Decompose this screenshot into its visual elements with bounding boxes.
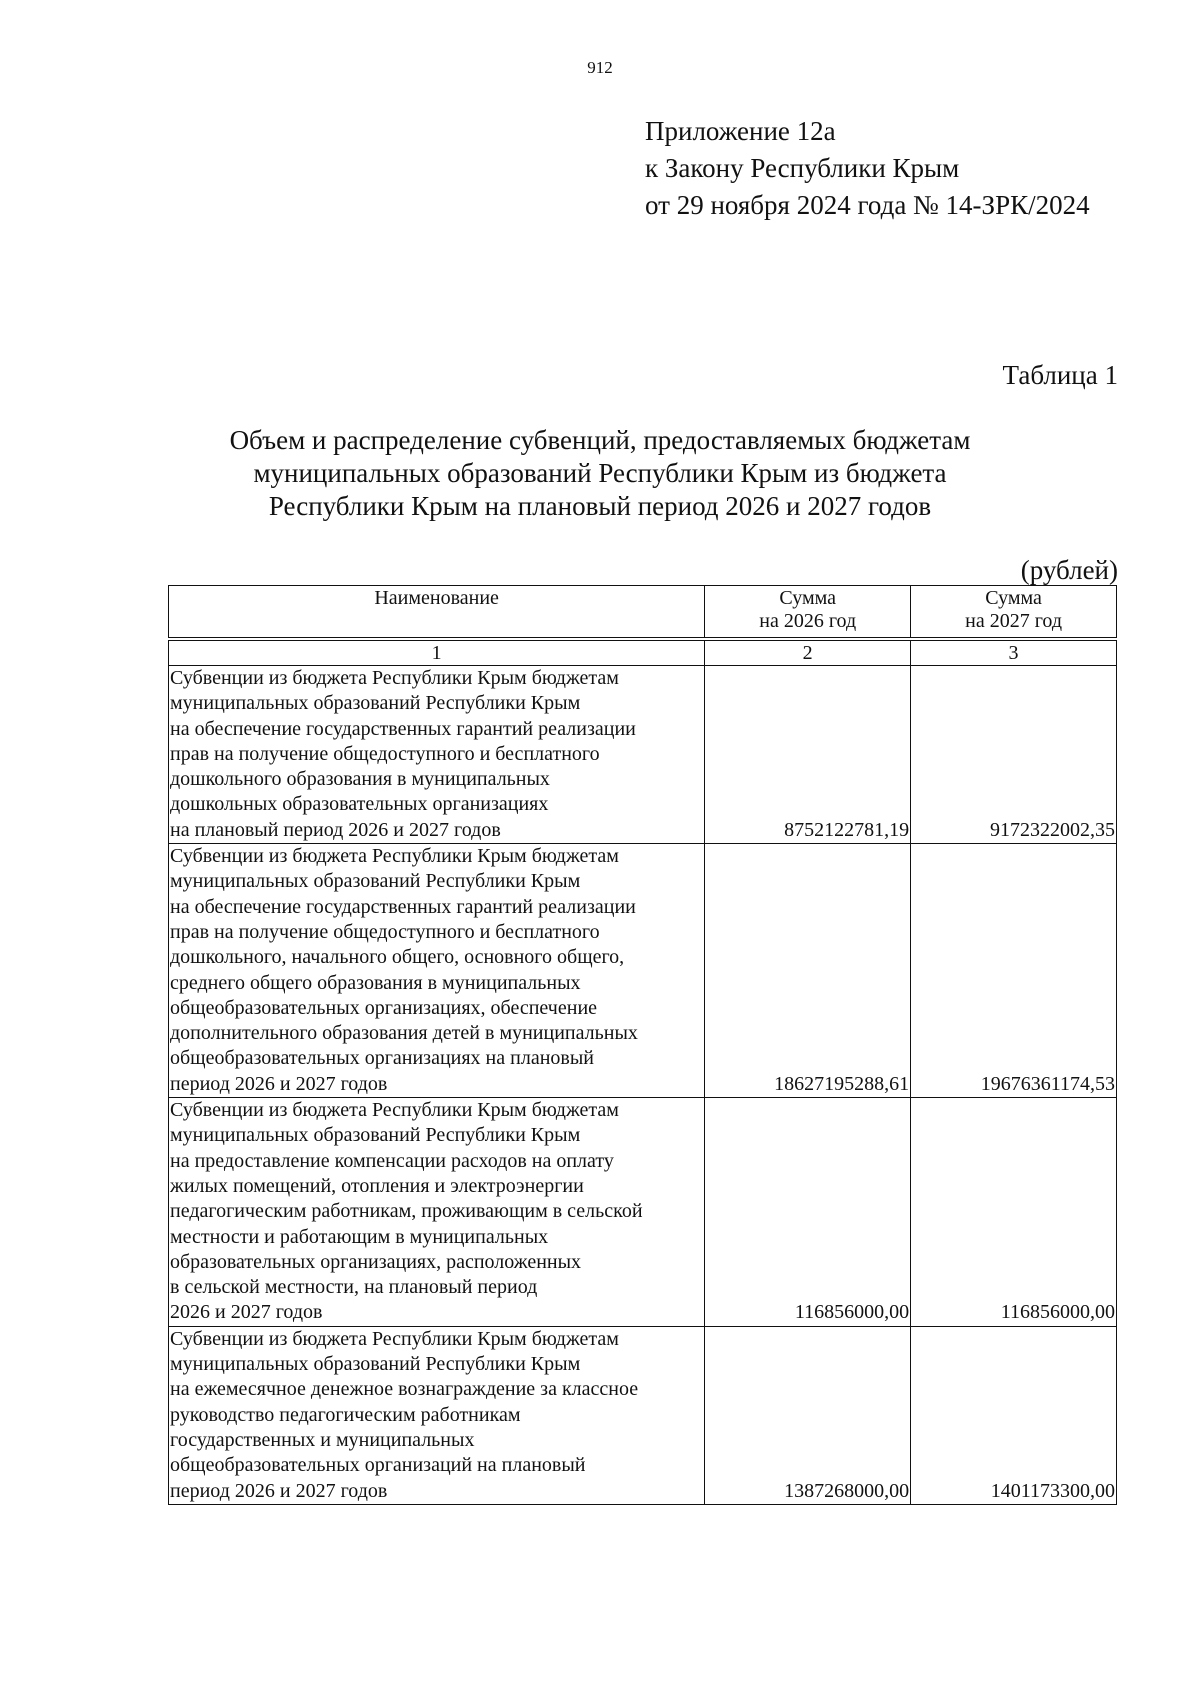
subvention-name: [169, 666, 705, 844]
document-title: [0, 424, 1200, 523]
subvention-name-line: муниципальных образований Республики Крым: [170, 692, 581, 715]
amount-2027: 1401173300,00: [911, 1326, 1117, 1504]
subvention-name-line: местности и работающим в муниципальных: [170, 1225, 549, 1248]
subvention-name: [169, 844, 705, 1098]
column-number: 3: [911, 641, 1117, 666]
table-header-row: [169, 586, 1117, 638]
column-number: 1: [169, 641, 705, 666]
subvention-name-line: Субвенции из бюджета Республики Крым бюджетам: [170, 1099, 619, 1122]
table-row: [169, 1098, 1117, 1327]
header-sum-2026: [705, 586, 911, 638]
subvention-name-line: на обеспечение государственных гарантий реализации: [170, 895, 636, 918]
subvention-name-line: жилых помещений, отопления и электроэнергии: [170, 1174, 584, 1197]
subvention-name-line: муниципальных образований Республики Крым: [170, 1124, 581, 1147]
subvention-name-line: дошкольного, начального общего, основного общего,: [170, 946, 625, 969]
subvention-name-line: образовательных организациях, расположенных: [170, 1250, 582, 1273]
subvention-name-line: на предоставление компенсации расходов на оплату: [170, 1149, 614, 1172]
appendix-line-1: Приложение 12а: [645, 116, 836, 146]
subvention-name-line: дошкольного образования в муниципальных: [170, 768, 550, 791]
subvention-name-line: общеобразовательных организаций на плановый: [170, 1454, 586, 1477]
appendix-line-3: от 29 ноября 2024 года № 14-ЗРК/2024: [645, 190, 1090, 220]
table-row: [169, 1326, 1117, 1504]
subvention-name: [169, 1098, 705, 1327]
header-name-label: Наименование: [374, 587, 499, 609]
subvention-name-line: на ежемесячное денежное вознаграждение за классное: [170, 1378, 639, 1401]
subvention-name-line: на плановый период 2026 и 2027 годов: [170, 818, 501, 841]
amount-2026: 1387268000,00: [705, 1326, 911, 1504]
subvention-name-line: Субвенции из бюджета Республики Крым бюджетам: [170, 845, 619, 868]
title-line-2: муниципальных образований Республики Крым из бюджета: [253, 458, 947, 488]
header-sum-2026-line-1: Сумма: [779, 587, 836, 609]
column-number-row: [169, 641, 1117, 666]
subvention-name-line: муниципальных образований Республики Крым: [170, 1353, 581, 1376]
amount-2027: 116856000,00: [911, 1098, 1117, 1327]
subvention-name-line: государственных и муниципальных: [170, 1428, 475, 1451]
appendix-reference: [645, 113, 1090, 224]
subvention-name-line: период 2026 и 2027 годов: [170, 1479, 388, 1502]
subvention-name: [169, 1326, 705, 1504]
subvention-name-line: прав на получение общедоступного и бесплатного: [170, 742, 600, 765]
table-label: Таблица 1: [1002, 360, 1118, 390]
table-row: [169, 844, 1117, 1098]
table-body: [169, 638, 1117, 1505]
subvention-name-line: Субвенции из бюджета Республики Крым бюджетам: [170, 667, 619, 689]
table-row: [169, 666, 1117, 844]
subvention-name-line: Субвенции из бюджета Республики Крым бюджетам: [170, 1327, 619, 1350]
subvention-name-line: дополнительного образования детей в муниципальных: [170, 1022, 638, 1045]
column-number: 2: [705, 641, 911, 666]
subvention-name-line: на обеспечение государственных гарантий реализации: [170, 717, 636, 740]
subvention-name-line: руководство педагогическим работникам: [170, 1403, 521, 1426]
amount-2026: 116856000,00: [705, 1098, 911, 1327]
header-sum-2026-line-2: на 2026 год: [759, 610, 857, 632]
subventions-table: [168, 585, 1117, 1505]
subvention-name-line: 2026 и 2027 годов: [170, 1301, 323, 1324]
subvention-name-line: общеобразовательных организациях на плановый: [170, 1047, 594, 1070]
subvention-name-line: педагогическим работникам, проживающим в сельской: [170, 1200, 643, 1223]
amount-2026: 18627195288,61: [705, 844, 911, 1098]
amount-2027: 19676361174,53: [911, 844, 1117, 1098]
amount-2027: 9172322002,35: [911, 666, 1117, 844]
subvention-name-line: муниципальных образований Республики Крым: [170, 870, 581, 893]
appendix-line-2: к Закону Республики Крым: [645, 153, 960, 183]
page-number: 912: [587, 58, 613, 77]
subvention-name-line: в сельской местности, на плановый период: [170, 1276, 538, 1299]
subvention-name-line: общеобразовательных организациях, обеспечение: [170, 996, 598, 1019]
header-name: [169, 586, 705, 638]
units-label: (рублей): [1020, 555, 1118, 585]
title-line-3: Республики Крым на плановый период 2026 и 2027 годов: [268, 491, 932, 521]
subvention-name-line: период 2026 и 2027 годов: [170, 1072, 388, 1095]
subvention-name-line: среднего общего образования в муниципальных: [170, 971, 581, 994]
subvention-name-line: прав на получение общедоступного и бесплатного: [170, 920, 600, 943]
header-sum-2027-line-1: Сумма: [985, 587, 1042, 609]
amount-2026: 8752122781,19: [705, 666, 911, 844]
subvention-name-line: дошкольных образовательных организациях: [170, 793, 549, 816]
title-line-1: Объем и распределение субвенций, предоставляемых бюджетам: [229, 425, 971, 455]
header-sum-2027-line-2: на 2027 год: [965, 610, 1062, 632]
header-sum-2027: [911, 586, 1117, 638]
